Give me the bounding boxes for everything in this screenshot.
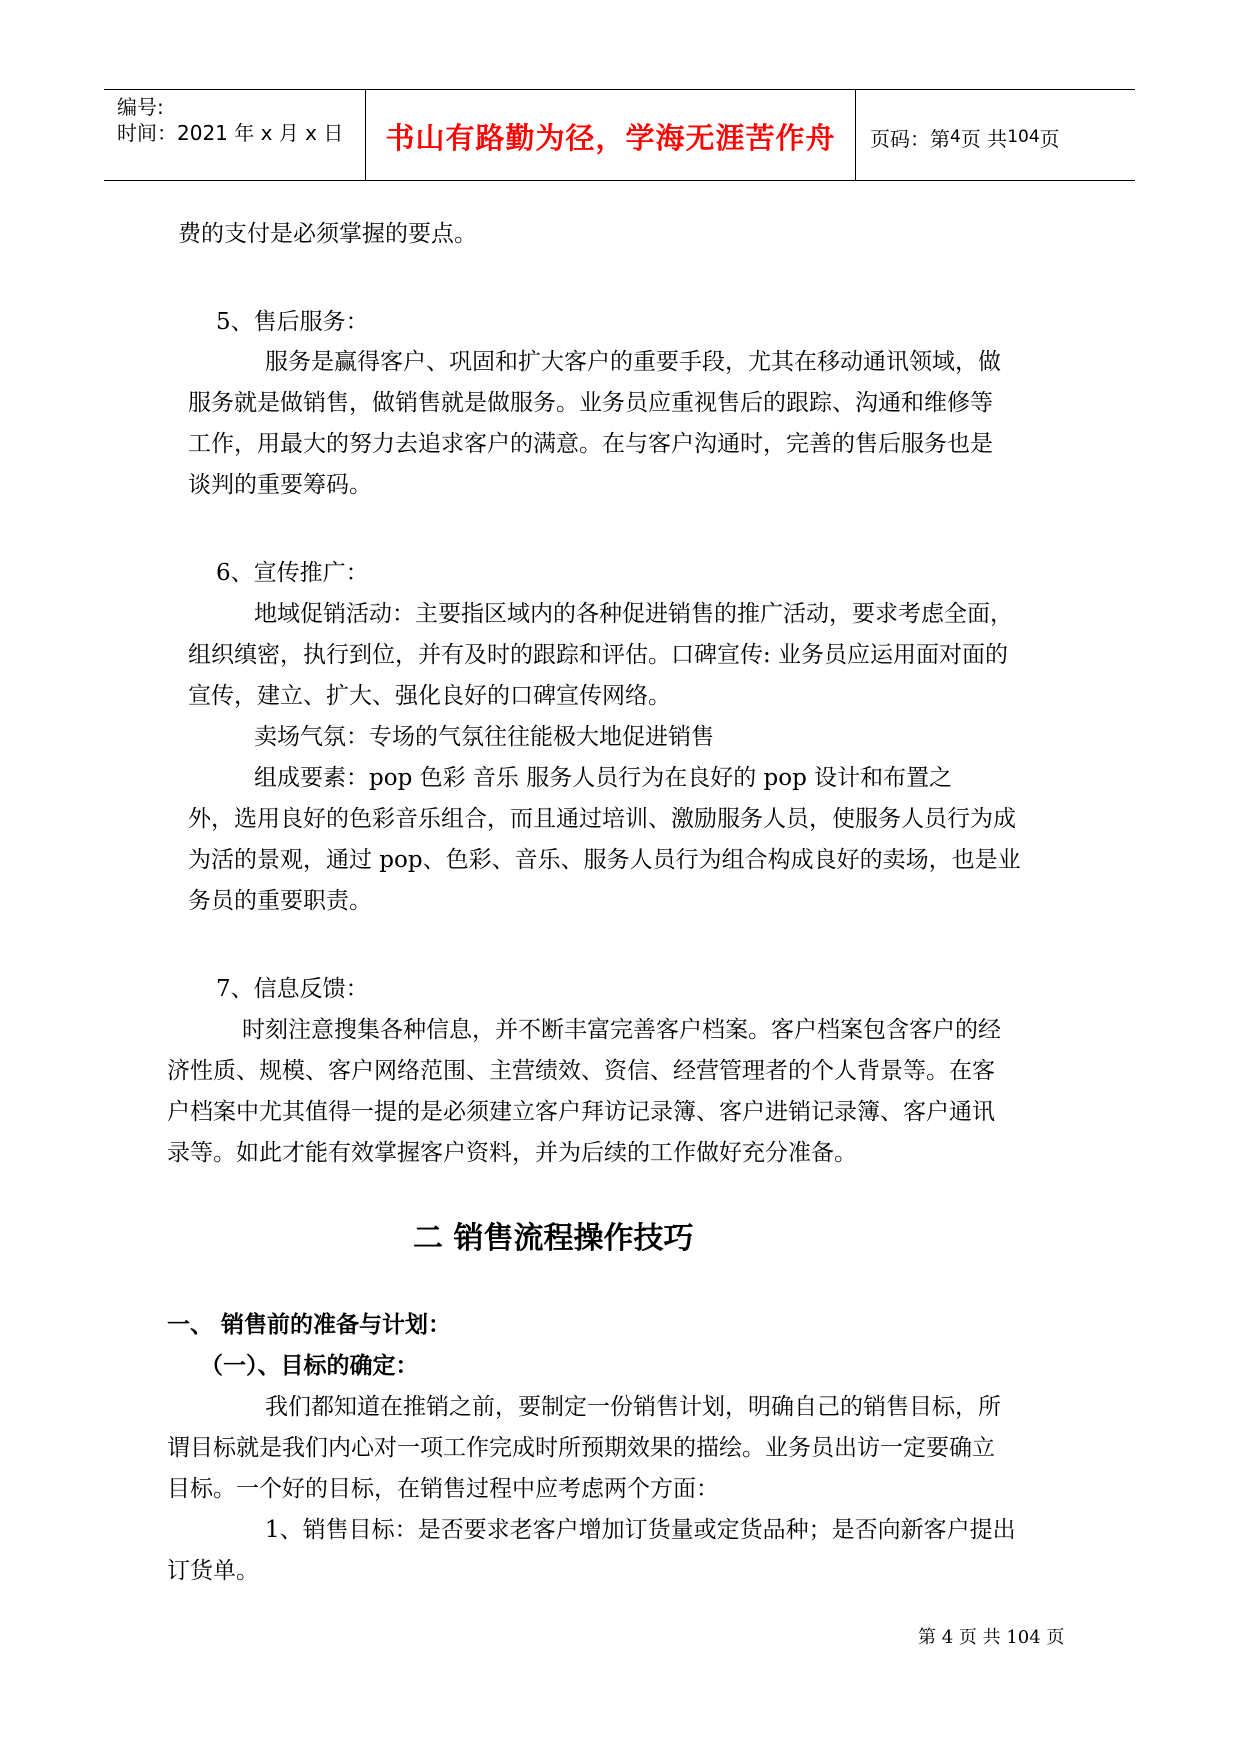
header-motto: 书山有路勤为径，学海无涯苦作舟	[366, 90, 856, 180]
paragraph-line: 我们都知道在推销之前，要制定一份销售计划，明确自己的销售目标，所	[265, 1394, 1001, 1420]
paragraph-line: 宣传，建立、扩大、强化良好的口碑宣传网络。	[188, 683, 671, 709]
header-page-info	[856, 90, 1135, 180]
paragraph-line: 谈判的重要筹码。	[188, 472, 372, 498]
paragraph-line: 订货单。	[167, 1558, 259, 1584]
document-time-label: 时间：2021 年 x 月 x 日	[117, 121, 344, 145]
subsection-heading: （一）、目标的确定：	[200, 1352, 419, 1379]
paragraph-line: 谓目标就是我们内心对一项工作完成时所预期效果的描绘。业务员出访一定要确立	[167, 1435, 995, 1461]
paragraph-line: 组织缜密，执行到位，并有及时的跟踪和评估。口碑宣传: 业务员应运用面对面的	[188, 642, 1009, 668]
item-heading-feedback: 7、信息反馈：	[216, 976, 369, 1002]
item-heading-after-sales: 5、售后服务：	[216, 309, 369, 335]
paragraph-line: 地域促销活动：主要指区域内的各种促进销售的推广活动，要求考虑全面，	[254, 601, 1013, 627]
paragraph-line: 户档案中尤其值得一提的是必须建立客户拜访记录簿、客户进销记录簿、客户通讯	[167, 1099, 995, 1125]
document-number-label: 编号:	[117, 95, 164, 119]
subsection-heading: 一、 销售前的准备与计划：	[167, 1311, 452, 1338]
section-title: 二 销售流程操作技巧	[413, 1221, 694, 1256]
paragraph-line: 目标。一个好的目标，在销售过程中应考虑两个方面：	[167, 1476, 719, 1502]
header-info-cell	[104, 90, 366, 180]
page-footer: 第 4 页 共 104 页	[918, 1627, 1065, 1648]
page-number: 4	[950, 127, 961, 147]
page-total: 104	[1007, 127, 1040, 147]
paragraph-line: 时刻注意搜集各种信息，并不断丰富完善客户档案。客户档案包含客户的经	[242, 1017, 1001, 1043]
paragraph-line: 录等。如此才能有效掌握客户资料，并为后续的工作做好充分准备。	[167, 1140, 857, 1166]
paragraph-line: 卖场气氛：专场的气氛往往能极大地促进销售	[254, 724, 714, 750]
paragraph-line: 工作，用最大的努力去追求客户的满意。在与客户沟通时，完善的售后服务也是	[188, 431, 993, 457]
paragraph-line: 外，选用良好的色彩音乐组合，而且通过培训、激励服务人员，使服务人员行为成	[188, 806, 1016, 832]
page-suffix: 页	[1039, 126, 1060, 151]
page-mid: 页 共	[960, 126, 1008, 151]
paragraph-line: 组成要素：pop 色彩 音乐 服务人员行为在良好的 pop 设计和布置之	[254, 765, 953, 791]
paragraph-line: 济性质、规模、客户网络范围、主营绩效、资信、经营管理者的个人背景等。在客	[167, 1058, 995, 1084]
page-header	[104, 89, 1135, 181]
page-prefix: 页码：第	[870, 126, 950, 151]
paragraph-line: 为活的景观，通过 pop、色彩、音乐、服务人员行为组合构成良好的卖场，也是业	[188, 847, 1021, 873]
paragraph-line: 服务是赢得客户、巩固和扩大客户的重要手段，尤其在移动通讯领域，做	[265, 349, 1001, 375]
paragraph-line: 服务就是做销售，做销售就是做服务。业务员应重视售后的跟踪、沟通和维修等	[188, 390, 993, 416]
paragraph-line: 务员的重要职责。	[188, 888, 372, 914]
item-heading-promotion: 6、宣传推广：	[216, 560, 369, 586]
paragraph-line: 费的支付是必须掌握的要点。	[178, 221, 477, 247]
paragraph-line: 1、销售目标：是否要求老客户增加订货量或定货品种；是否向新客户提出	[265, 1517, 1016, 1543]
